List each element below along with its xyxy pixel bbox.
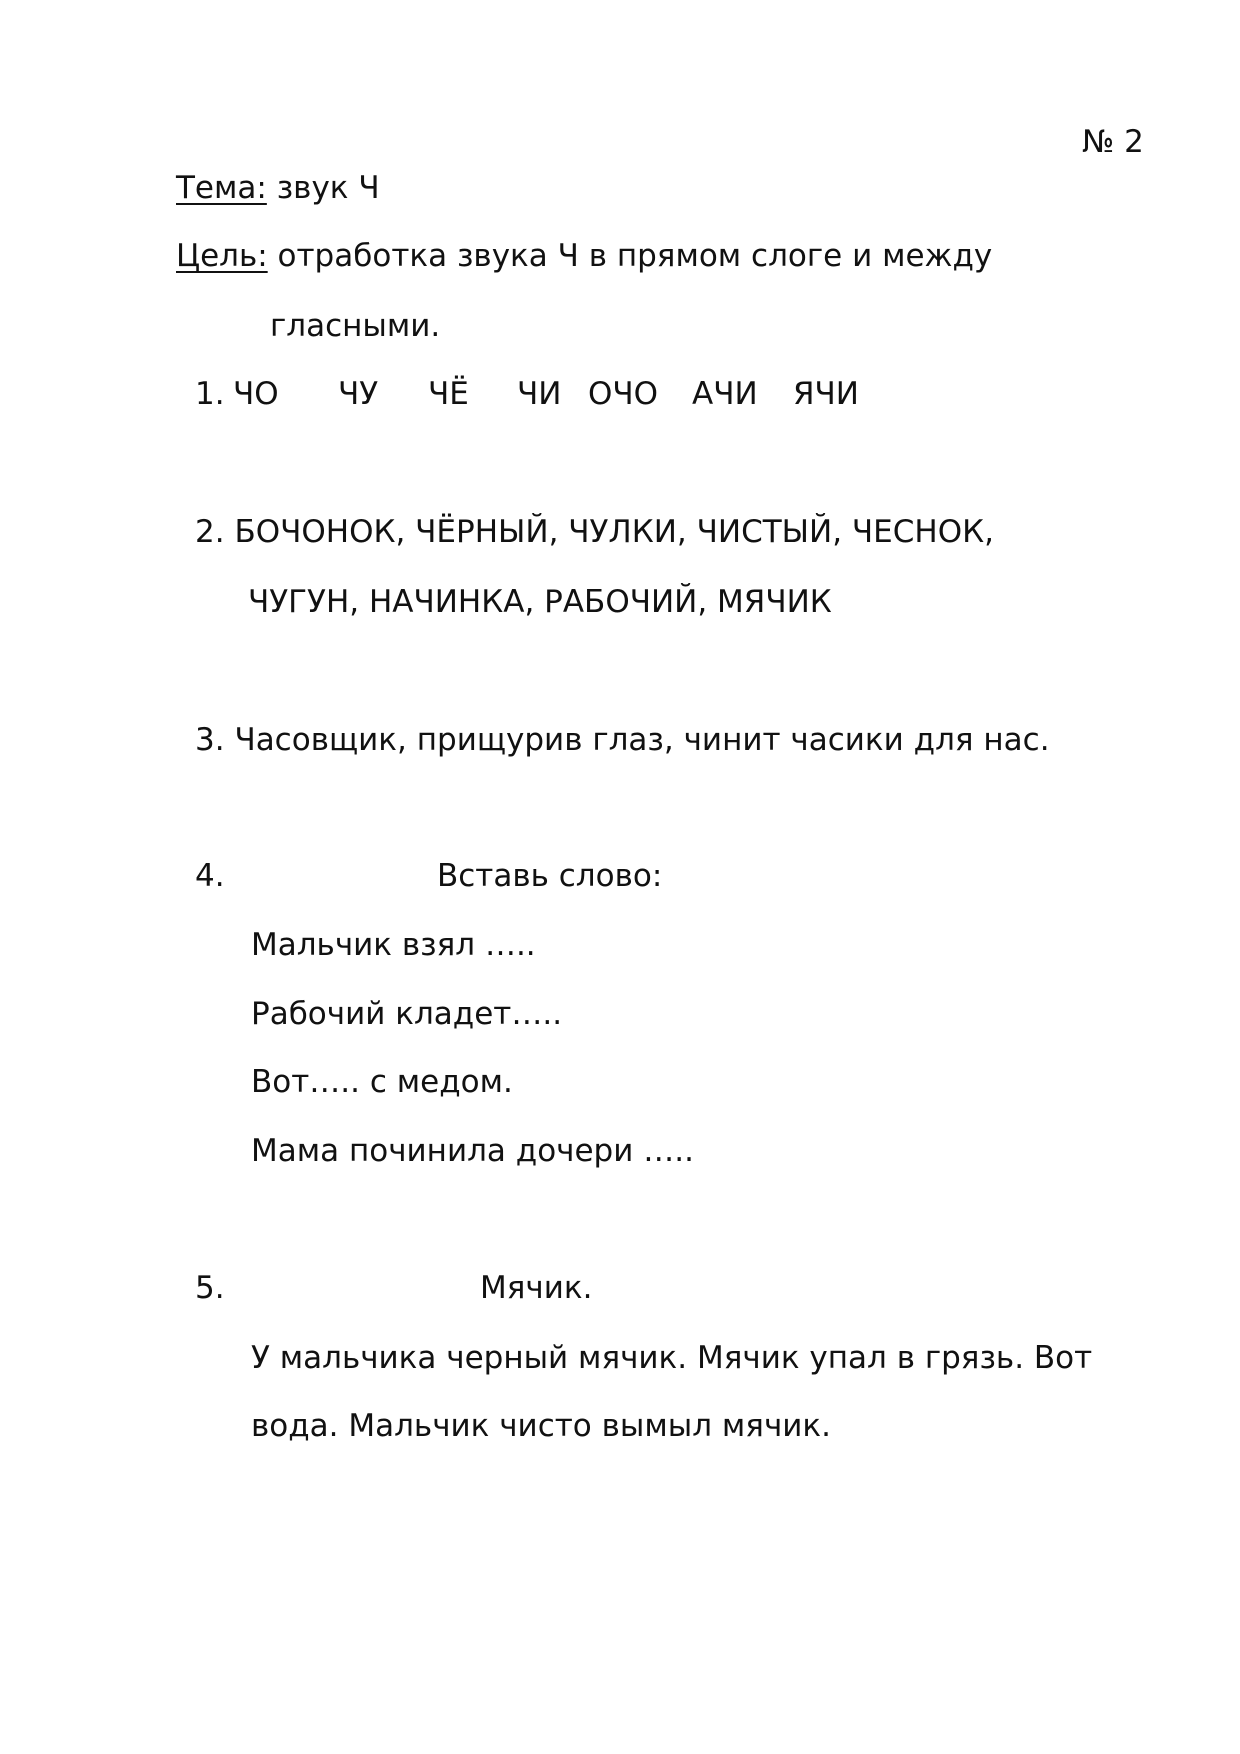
exercise-4-title: Вставь слово: xyxy=(437,858,663,894)
syllable: ЧЁ xyxy=(428,376,469,412)
syllable: ЯЧИ xyxy=(793,376,859,412)
exercise-2-words-line2: ЧУГУН, НАЧИНКА, РАБОЧИЙ, МЯЧИК xyxy=(248,584,832,620)
syllable: ОЧО xyxy=(588,376,659,412)
exercise-5-line1: У мальчика черный мячик. Мячик упал в грязь. Вот xyxy=(251,1340,1093,1376)
exercise-5-line2: вода. Мальчик чисто вымыл мячик. xyxy=(251,1408,831,1444)
exercise-2-line1 xyxy=(195,512,994,552)
goal-label: Цель: xyxy=(176,238,268,274)
exercise-5-title: Мячик. xyxy=(480,1270,593,1306)
exercise-4-line: Рабочий кладет….. xyxy=(251,996,563,1032)
syllable: АЧИ xyxy=(692,376,758,412)
exercise-5-number: 5. xyxy=(195,1270,225,1306)
exercise-4-line: Мама починила дочери ….. xyxy=(251,1133,694,1169)
exercise-3-number: 3. xyxy=(195,722,225,758)
syllable: ЧУ xyxy=(338,376,379,412)
exercise-2-words-line1: БОЧОНОК, ЧЁРНЫЙ, ЧУЛКИ, ЧИСТЫЙ, ЧЕСНОК, xyxy=(234,514,994,550)
exercise-3 xyxy=(195,720,1050,760)
exercise-4-number: 4. xyxy=(195,858,225,894)
page-number: № 2 xyxy=(1082,124,1144,160)
topic-label: Тема: xyxy=(176,170,267,206)
goal-value-line2: гласными. xyxy=(270,308,441,344)
topic-value: звук Ч xyxy=(276,170,380,206)
syllable: ЧИ xyxy=(517,376,562,412)
exercise-4-line: Вот….. с медом. xyxy=(251,1064,513,1100)
exercise-1 xyxy=(195,374,895,414)
exercise-4-line: Мальчик взял ….. xyxy=(251,927,536,963)
exercise-3-text: Часовщик, прищурив глаз, чинит часики для нас. xyxy=(234,722,1050,758)
exercise-2-number: 2. xyxy=(195,514,225,550)
goal-line xyxy=(176,236,992,276)
exercise-1-number: 1. xyxy=(195,376,225,412)
syllable: ЧО xyxy=(233,376,279,412)
topic-line xyxy=(176,168,380,208)
goal-value-line1: отработка звука Ч в прямом слоге и между xyxy=(277,238,993,274)
